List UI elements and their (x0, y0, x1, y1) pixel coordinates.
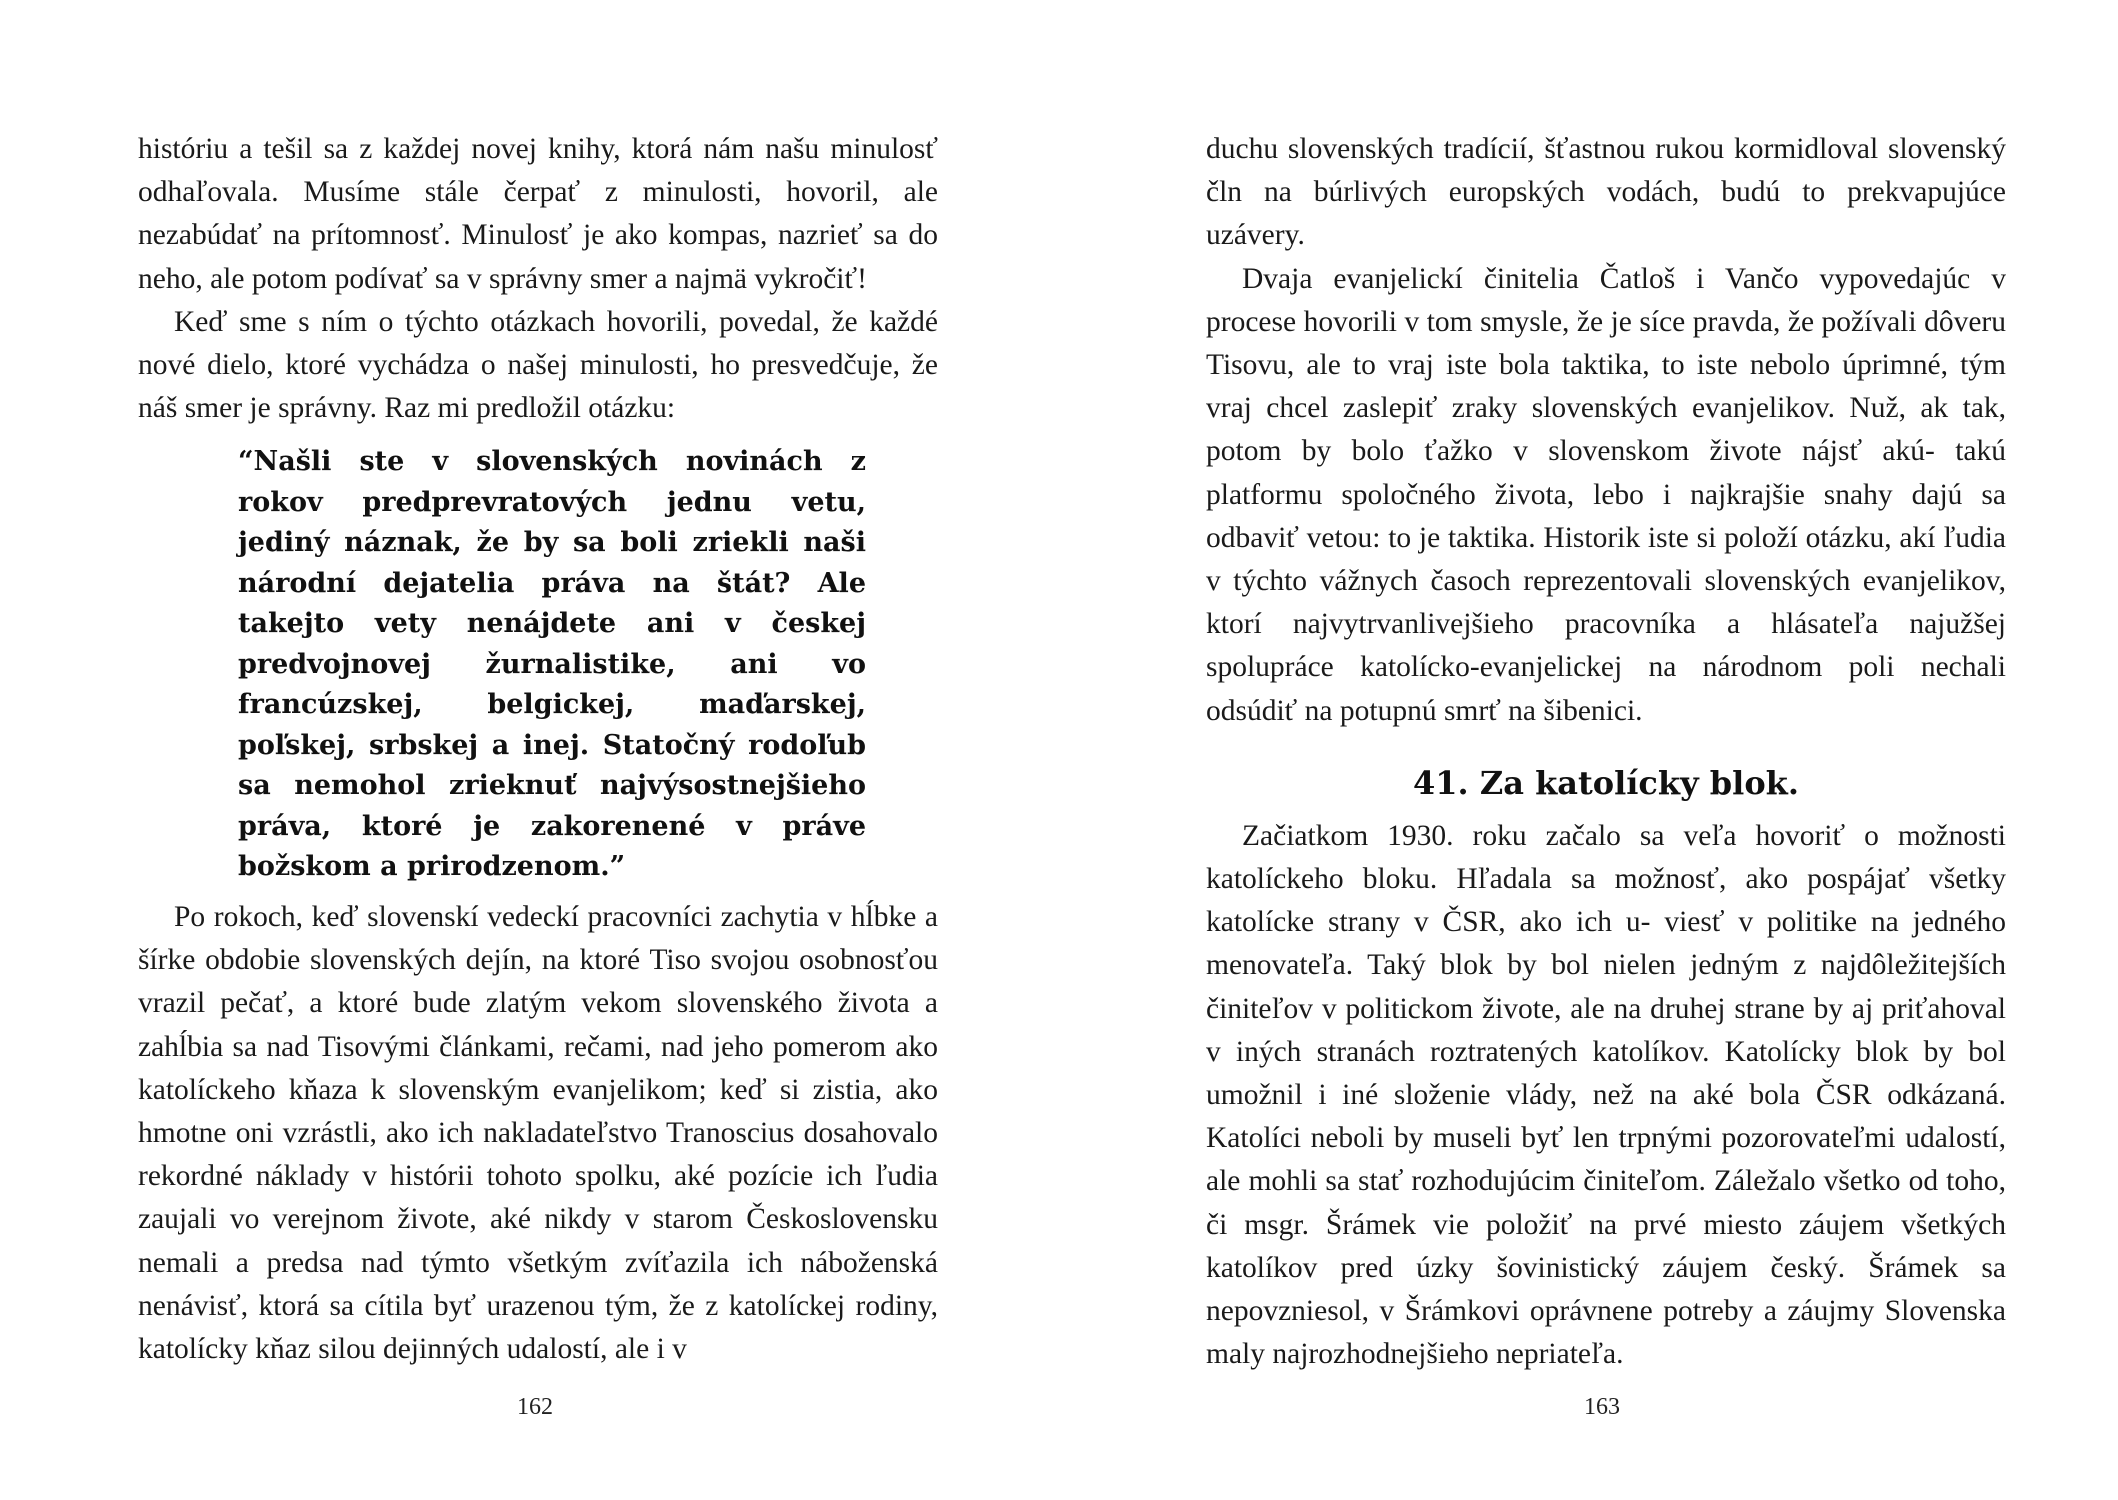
left-page (138, 128, 938, 1371)
block-quote: “Našli ste v slovenských novinách z rokov predprevratových jednu vetu, jediný náznak, že by sa boli zriekli naši národní dejatelia práva na štát? Ale takejto vety nenájdete ani v českej predvojnovej žurnalistike, ani vo francúzskej, belgickej, maďarskej, poľskej, srbskej a inej. Statočný rodoľub sa nemohol zrieknuť najvýsostnejšieho práva, ktoré je zakorenené v práve božskom a prirodzenom.” (238, 446, 866, 883)
page-number-left: 162 (517, 1394, 553, 1420)
right-paragraph-1: duchu slovenských tradícií, šťastnou rukou kormidloval slovenský čln na búrlivých europských vodách, budú to prekvapujúce uzávery. (1206, 133, 2006, 252)
left-paragraph-3: Po rokoch, keď slovenskí vedeckí pracovníci zachytia v hĺbke a šírke obdobie slovenských dejín, na ktoré Tiso svojou osobnosťou vrazil pečať, a ktoré bude zlatým vekom slovenského života a zahĺbia sa nad Tisovými článkami, rečami, nad jeho pomerom ako katolíckeho kňaza k slovenským evanjelikom; keď si zistia, ako hmotne oni vzrástli, ako ich nakladateľstvo Tranoscius dosahovalo rekordné náklady v histórii tohoto spolku, aké pozície ich ľudia zaujali vo verejnom živote, aké nikdy v starom Československu nemali a predsa nad týmto všetkým zvíťazila ich náboženská nenávisť, ktorá sa cítila byť urazenou tým, že z katolíckej rodiny, katolícky kňaz silou dejinných udalostí, ale i v (138, 900, 938, 1365)
page-number-right: 163 (1584, 1394, 1620, 1420)
right-page (1206, 128, 2006, 1376)
right-paragraph-2: Dvaja evanjelickí činitelia Čatloš i Vančo vypovedajúc v procese hovorili v tom smysle, že je síce pravda, že požívali dôveru Tisovu, ale to vraj iste bola taktika, to iste nebolo úprimné, tým vraj chcel zaslepiť zraky slovenských evanjelikov. Nuž, ak tak, potom by bolo ťažko v slovenskom živote nájsť akú- takú platformu spoločného života, lebo i najkrajšie snahy dajú sa odbaviť vetou: to je taktika. Historik iste si položí otázku, akí ľudia v týchto vážnych časoch reprezentovali slovenských evanjelikov, ktorí najvytrvanlivejšieho pracovníka a hlásateľa najužšej spolupráce katolícko-evanjelickej na národnom poli nechali odsúdiť na potupnú smrť na šibenici. (1206, 262, 2006, 727)
right-paragraph-3: Začiatkom 1930. roku začalo sa veľa hovoriť o možnosti katolíckeho bloku. Hľadala sa možnosť, ako pospájať všetky katolícke strany v ČSR, ako ich u- viesť v politike na jedného menovateľa. Taký blok by bol nielen jedným z najdôležitejších činiteľov v politickom živote, ale na druhej strane by aj priťahoval v iných stranách roztratených katolíkov. Katolícky blok by bol umožnil i iné složenie vlády, než na aké bola ČSR odkázaná. Katolíci neboli by museli byť len trpnými pozorovateľmi udalostí, ale mohli sa stať rozhodujúcim činiteľom. Záležalo všetko od toho, či msgr. Šrámek vie položiť na prvé miesto záujem všetkých katolíkov pred úzky šovinistický záujem český. Šrámek sa nepovzniesol, v Šrámkovi oprávnene potreby a záujmy Slovenska maly najrozhodnejšieho nepriateľa. (1206, 819, 2006, 1371)
left-paragraph-1: históriu a tešil sa z každej novej knihy, ktorá nám našu minulosť odhaľovala. Musíme stále čerpať z minulosti, hovoril, ale nezabúdať na prítomnosť. Minulosť je ako kompas, nazrieť sa do neho, ale potom podívať sa v správny smer a najmä vykročiť! (138, 133, 938, 295)
left-paragraph-2: Keď sme s ním o týchto otázkach hovorili, povedal, že každé nové dielo, ktoré vychádza o našej minulosti, ho presvedčuje, že náš smer je správny. Raz mi predložil otázku: (138, 305, 938, 425)
chapter-heading: 41. Za katolícky blok. (1413, 763, 1799, 802)
